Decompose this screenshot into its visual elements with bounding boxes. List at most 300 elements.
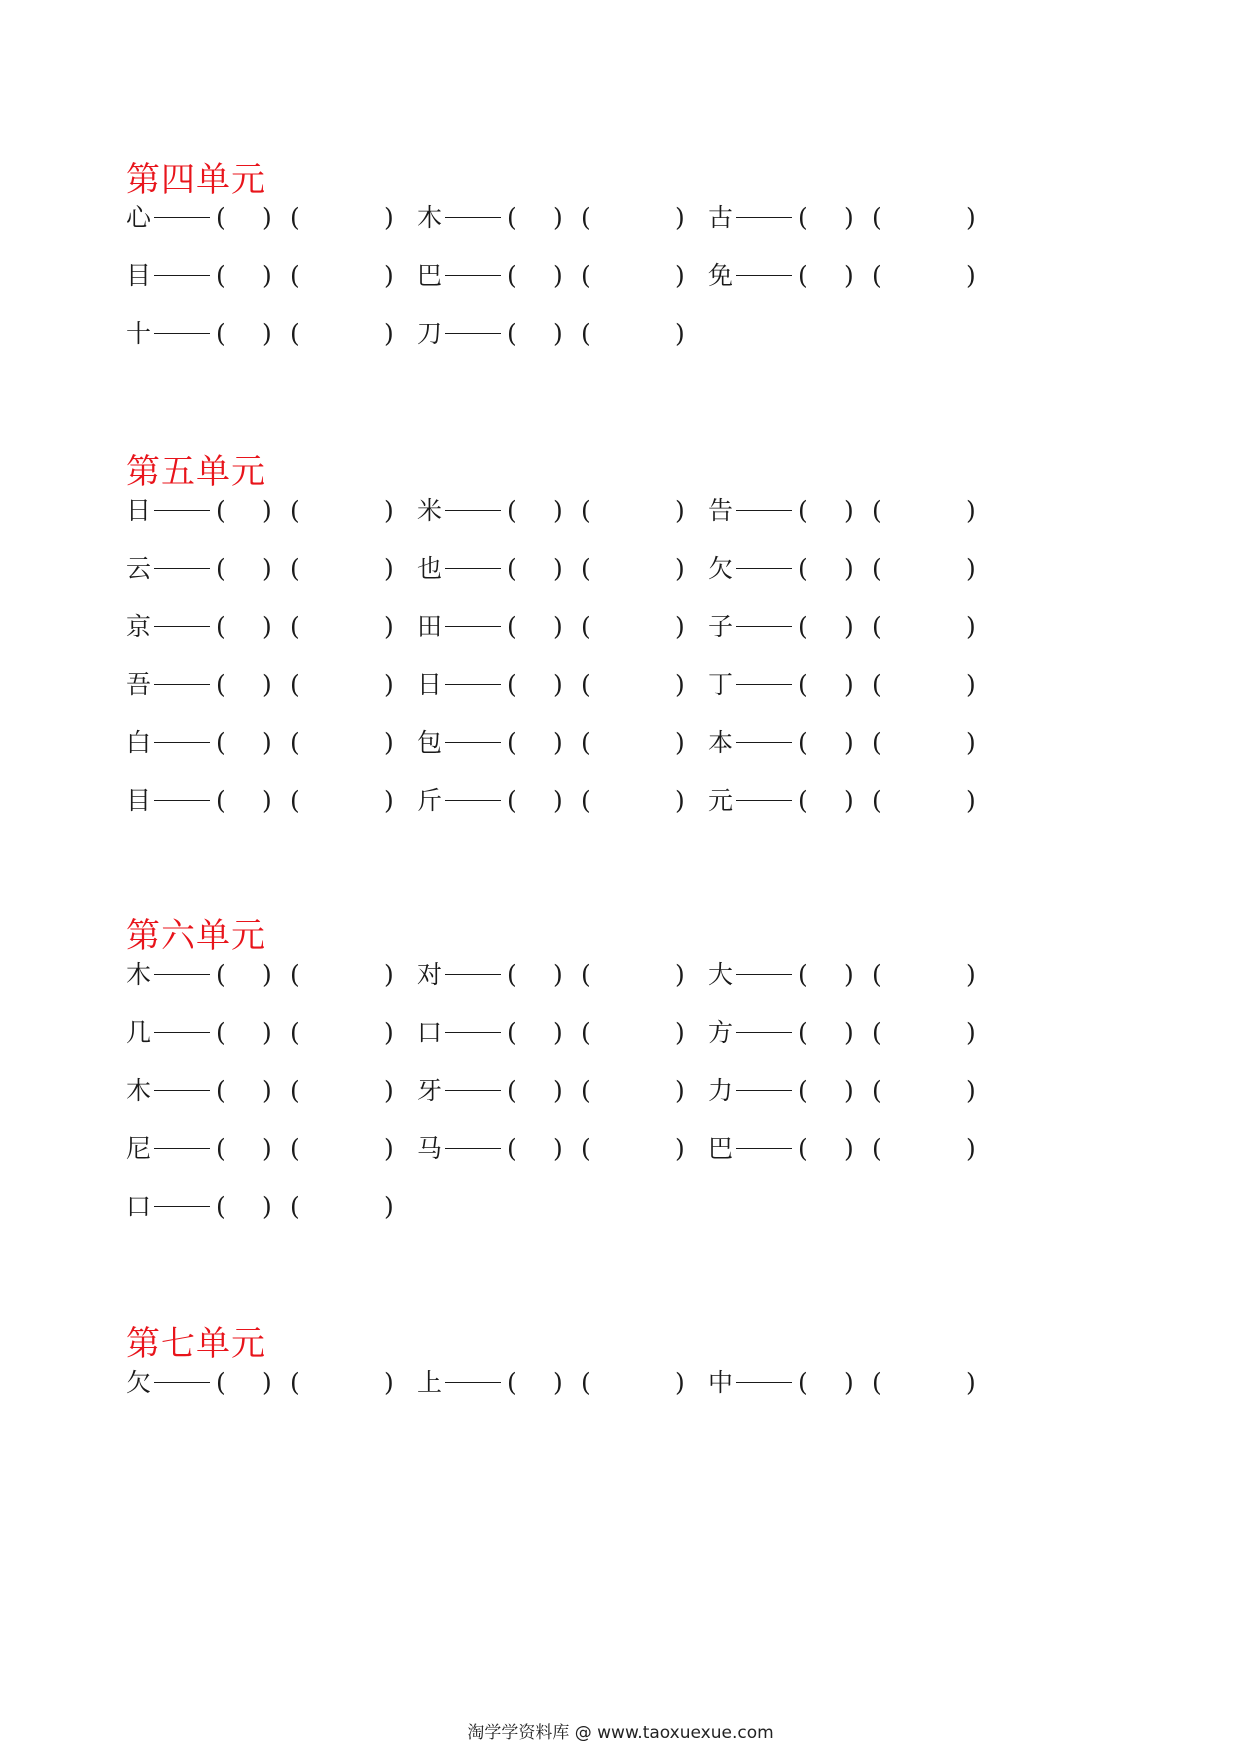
base-character: 木 <box>126 960 152 989</box>
pinyin-blank-open: ( <box>798 1134 808 1163</box>
dash-line <box>445 510 501 511</box>
word-blank-open: ( <box>290 670 300 699</box>
exercise-row <box>126 261 1026 291</box>
pinyin-blank-open: ( <box>507 728 517 757</box>
pinyin-blank-open: ( <box>507 496 517 525</box>
word-blank-open: ( <box>290 1368 300 1397</box>
exercise-item <box>417 786 709 816</box>
exercise-item <box>708 960 1000 990</box>
pinyin-blank-open: ( <box>216 261 226 290</box>
dash-line <box>154 800 210 801</box>
word-blank-close: ) <box>384 1368 394 1397</box>
word-blank-open: ( <box>290 496 300 525</box>
exercise-item <box>708 612 1000 642</box>
word-blank-close: ) <box>384 1192 394 1221</box>
base-character: 牙 <box>417 1076 443 1105</box>
dash-line <box>154 1206 210 1207</box>
pinyin-blank-close: ) <box>844 728 854 757</box>
word-blank-close: ) <box>384 1018 394 1047</box>
unit-title-7: 第七单元 <box>126 1324 266 1364</box>
base-character: 丁 <box>708 670 734 699</box>
word-blank-close: ) <box>675 960 685 989</box>
word-blank-open: ( <box>581 496 591 525</box>
dash-line <box>736 1148 792 1149</box>
dash-line <box>445 1090 501 1091</box>
word-blank-open: ( <box>581 261 591 290</box>
pinyin-blank-close: ) <box>553 728 563 757</box>
word-blank-close: ) <box>384 728 394 757</box>
word-blank-close: ) <box>384 1134 394 1163</box>
pinyin-blank-open: ( <box>798 496 808 525</box>
word-blank-close: ) <box>384 612 394 641</box>
pinyin-blank-close: ) <box>553 1076 563 1105</box>
base-character: 米 <box>417 496 443 525</box>
word-blank-open: ( <box>872 1076 882 1105</box>
word-blank-open: ( <box>290 1192 300 1221</box>
word-blank-close: ) <box>675 319 685 348</box>
exercise-item <box>417 203 709 233</box>
dash-line <box>154 742 210 743</box>
dash-line <box>154 684 210 685</box>
word-blank-open: ( <box>290 960 300 989</box>
pinyin-blank-close: ) <box>844 496 854 525</box>
pinyin-blank-close: ) <box>844 261 854 290</box>
unit-title-6: 第六单元 <box>126 916 266 956</box>
exercise-item <box>126 554 418 584</box>
word-blank-close: ) <box>384 203 394 232</box>
base-character: 口 <box>126 1192 152 1221</box>
pinyin-blank-open: ( <box>216 203 226 232</box>
base-character: 白 <box>126 728 152 757</box>
pinyin-blank-open: ( <box>216 1018 226 1047</box>
base-character: 斤 <box>417 786 443 815</box>
unit-title-4: 第四单元 <box>126 160 266 200</box>
base-character: 口 <box>417 1018 443 1047</box>
word-blank-close: ) <box>966 960 976 989</box>
pinyin-blank-open: ( <box>507 786 517 815</box>
base-character: 欠 <box>126 1368 152 1397</box>
pinyin-blank-close: ) <box>553 319 563 348</box>
base-character: 刀 <box>417 319 443 348</box>
dash-line <box>736 626 792 627</box>
pinyin-blank-close: ) <box>844 1076 854 1105</box>
pinyin-blank-close: ) <box>262 1076 272 1105</box>
exercise-row <box>126 1134 1026 1164</box>
pinyin-blank-close: ) <box>553 786 563 815</box>
base-character: 目 <box>126 786 152 815</box>
word-blank-open: ( <box>872 261 882 290</box>
word-blank-open: ( <box>872 786 882 815</box>
base-character: 云 <box>126 554 152 583</box>
base-character: 日 <box>417 670 443 699</box>
exercise-row <box>126 960 1026 990</box>
pinyin-blank-open: ( <box>798 670 808 699</box>
word-blank-open: ( <box>581 554 591 583</box>
dash-line <box>154 568 210 569</box>
exercise-item <box>708 496 1000 526</box>
word-blank-open: ( <box>581 1134 591 1163</box>
pinyin-blank-open: ( <box>798 612 808 641</box>
exercise-item <box>126 960 418 990</box>
pinyin-blank-open: ( <box>216 786 226 815</box>
base-character: 十 <box>126 319 152 348</box>
dash-line <box>154 1148 210 1149</box>
dash-line <box>154 217 210 218</box>
pinyin-blank-close: ) <box>553 496 563 525</box>
pinyin-blank-close: ) <box>262 319 272 348</box>
exercise-row <box>126 203 1026 233</box>
pinyin-blank-open: ( <box>798 261 808 290</box>
exercise-item <box>417 670 709 700</box>
word-blank-close: ) <box>675 612 685 641</box>
dash-line <box>445 800 501 801</box>
pinyin-blank-close: ) <box>553 1368 563 1397</box>
dash-line <box>154 626 210 627</box>
word-blank-open: ( <box>290 203 300 232</box>
pinyin-blank-close: ) <box>262 1018 272 1047</box>
base-character: 日 <box>126 496 152 525</box>
word-blank-close: ) <box>675 786 685 815</box>
base-character: 巴 <box>417 261 443 290</box>
word-blank-close: ) <box>675 203 685 232</box>
exercise-row <box>126 728 1026 758</box>
word-blank-open: ( <box>581 786 591 815</box>
exercise-item <box>708 261 1000 291</box>
exercise-item <box>708 728 1000 758</box>
exercise-row <box>126 554 1026 584</box>
base-character: 马 <box>417 1134 443 1163</box>
pinyin-blank-open: ( <box>507 1018 517 1047</box>
word-blank-close: ) <box>966 261 976 290</box>
dash-line <box>154 1382 210 1383</box>
exercise-item <box>126 786 418 816</box>
exercise-row <box>126 1192 1026 1222</box>
pinyin-blank-open: ( <box>216 1192 226 1221</box>
pinyin-blank-close: ) <box>844 203 854 232</box>
exercise-item <box>126 670 418 700</box>
dash-line <box>154 1090 210 1091</box>
word-blank-close: ) <box>675 1018 685 1047</box>
pinyin-blank-open: ( <box>798 1368 808 1397</box>
pinyin-blank-open: ( <box>216 319 226 348</box>
word-blank-close: ) <box>966 786 976 815</box>
dash-line <box>445 217 501 218</box>
pinyin-blank-close: ) <box>262 786 272 815</box>
word-blank-open: ( <box>581 1368 591 1397</box>
exercise-row <box>126 1368 1026 1398</box>
word-blank-close: ) <box>384 1076 394 1105</box>
word-blank-close: ) <box>675 261 685 290</box>
base-character: 田 <box>417 612 443 641</box>
base-character: 免 <box>708 261 734 290</box>
base-character: 古 <box>708 203 734 232</box>
pinyin-blank-close: ) <box>844 612 854 641</box>
unit-title-5: 第五单元 <box>126 452 266 492</box>
pinyin-blank-open: ( <box>507 261 517 290</box>
pinyin-blank-open: ( <box>216 1076 226 1105</box>
pinyin-blank-close: ) <box>262 554 272 583</box>
pinyin-blank-close: ) <box>553 1018 563 1047</box>
base-character: 巴 <box>708 1134 734 1163</box>
word-blank-close: ) <box>675 670 685 699</box>
word-blank-close: ) <box>675 1134 685 1163</box>
word-blank-open: ( <box>872 960 882 989</box>
word-blank-close: ) <box>384 496 394 525</box>
pinyin-blank-open: ( <box>507 203 517 232</box>
pinyin-blank-close: ) <box>262 612 272 641</box>
base-character: 也 <box>417 554 443 583</box>
dash-line <box>736 684 792 685</box>
pinyin-blank-open: ( <box>216 728 226 757</box>
base-character: 元 <box>708 786 734 815</box>
base-character: 目 <box>126 261 152 290</box>
pinyin-blank-open: ( <box>507 1076 517 1105</box>
dash-line <box>736 974 792 975</box>
pinyin-blank-open: ( <box>507 960 517 989</box>
word-blank-open: ( <box>872 203 882 232</box>
word-blank-close: ) <box>966 1018 976 1047</box>
word-blank-open: ( <box>290 1134 300 1163</box>
dash-line <box>154 1032 210 1033</box>
dash-line <box>154 510 210 511</box>
exercise-item <box>126 319 418 349</box>
word-blank-close: ) <box>966 612 976 641</box>
exercise-row <box>126 612 1026 642</box>
exercise-item <box>417 1368 709 1398</box>
dash-line <box>445 742 501 743</box>
pinyin-blank-close: ) <box>553 554 563 583</box>
exercise-item <box>708 670 1000 700</box>
exercise-item <box>126 1076 418 1106</box>
word-blank-close: ) <box>384 554 394 583</box>
pinyin-blank-close: ) <box>262 728 272 757</box>
dash-line <box>445 1148 501 1149</box>
pinyin-blank-close: ) <box>262 1192 272 1221</box>
exercise-item <box>126 1134 418 1164</box>
word-blank-open: ( <box>872 554 882 583</box>
base-character: 欠 <box>708 554 734 583</box>
exercise-item <box>417 319 709 349</box>
pinyin-blank-close: ) <box>262 496 272 525</box>
pinyin-blank-close: ) <box>262 1368 272 1397</box>
word-blank-open: ( <box>581 670 591 699</box>
footer-watermark: 淘学学资料库 @ www.taoxuexue.com <box>467 1723 774 1743</box>
base-character: 上 <box>417 1368 443 1397</box>
pinyin-blank-close: ) <box>553 612 563 641</box>
word-blank-open: ( <box>290 612 300 641</box>
word-blank-open: ( <box>290 1076 300 1105</box>
dash-line <box>445 1032 501 1033</box>
word-blank-close: ) <box>966 728 976 757</box>
base-character: 心 <box>126 203 152 232</box>
pinyin-blank-close: ) <box>553 960 563 989</box>
dash-line <box>736 275 792 276</box>
base-character: 几 <box>126 1018 152 1047</box>
dash-line <box>445 974 501 975</box>
exercise-item <box>417 1134 709 1164</box>
exercise-row <box>126 1076 1026 1106</box>
exercise-item <box>708 1134 1000 1164</box>
pinyin-blank-close: ) <box>844 1018 854 1047</box>
word-blank-close: ) <box>966 203 976 232</box>
dash-line <box>445 1382 501 1383</box>
base-character: 木 <box>126 1076 152 1105</box>
base-character: 京 <box>126 612 152 641</box>
word-blank-open: ( <box>872 728 882 757</box>
pinyin-blank-close: ) <box>262 960 272 989</box>
exercise-item <box>126 203 418 233</box>
base-character: 方 <box>708 1018 734 1047</box>
pinyin-blank-open: ( <box>216 1368 226 1397</box>
base-character: 本 <box>708 728 734 757</box>
base-character: 子 <box>708 612 734 641</box>
dash-line <box>736 1032 792 1033</box>
base-character: 告 <box>708 496 734 525</box>
word-blank-open: ( <box>581 319 591 348</box>
word-blank-close: ) <box>675 1076 685 1105</box>
pinyin-blank-open: ( <box>216 554 226 583</box>
exercise-row <box>126 1018 1026 1048</box>
dash-line <box>736 568 792 569</box>
word-blank-open: ( <box>581 960 591 989</box>
pinyin-blank-open: ( <box>798 786 808 815</box>
dash-line <box>445 684 501 685</box>
dash-line <box>736 742 792 743</box>
exercise-item <box>708 554 1000 584</box>
pinyin-blank-open: ( <box>507 670 517 699</box>
word-blank-open: ( <box>581 203 591 232</box>
pinyin-blank-open: ( <box>507 319 517 348</box>
exercise-item <box>417 261 709 291</box>
pinyin-blank-close: ) <box>553 203 563 232</box>
pinyin-blank-open: ( <box>798 1018 808 1047</box>
pinyin-blank-open: ( <box>216 670 226 699</box>
word-blank-close: ) <box>966 1134 976 1163</box>
exercise-item <box>417 554 709 584</box>
exercise-item <box>126 261 418 291</box>
word-blank-close: ) <box>675 554 685 583</box>
pinyin-blank-close: ) <box>844 554 854 583</box>
pinyin-blank-open: ( <box>507 612 517 641</box>
word-blank-open: ( <box>581 612 591 641</box>
word-blank-open: ( <box>290 261 300 290</box>
pinyin-blank-close: ) <box>262 670 272 699</box>
word-blank-open: ( <box>872 496 882 525</box>
dash-line <box>736 800 792 801</box>
pinyin-blank-close: ) <box>262 261 272 290</box>
dash-line <box>736 1090 792 1091</box>
exercise-item <box>417 728 709 758</box>
dash-line <box>445 568 501 569</box>
exercise-item <box>708 786 1000 816</box>
word-blank-close: ) <box>384 960 394 989</box>
exercise-item <box>126 496 418 526</box>
word-blank-open: ( <box>872 670 882 699</box>
word-blank-open: ( <box>290 728 300 757</box>
exercise-item <box>126 728 418 758</box>
pinyin-blank-open: ( <box>507 1134 517 1163</box>
pinyin-blank-open: ( <box>216 960 226 989</box>
dash-line <box>736 217 792 218</box>
exercise-item <box>708 1368 1000 1398</box>
pinyin-blank-close: ) <box>844 786 854 815</box>
word-blank-close: ) <box>384 261 394 290</box>
word-blank-close: ) <box>966 496 976 525</box>
exercise-item <box>708 1018 1000 1048</box>
word-blank-open: ( <box>872 612 882 641</box>
dash-line <box>445 275 501 276</box>
base-character: 包 <box>417 728 443 757</box>
base-character: 力 <box>708 1076 734 1105</box>
exercise-row <box>126 496 1026 526</box>
pinyin-blank-open: ( <box>216 1134 226 1163</box>
pinyin-blank-open: ( <box>507 554 517 583</box>
word-blank-open: ( <box>581 1076 591 1105</box>
word-blank-close: ) <box>966 1368 976 1397</box>
word-blank-close: ) <box>966 554 976 583</box>
pinyin-blank-open: ( <box>798 728 808 757</box>
pinyin-blank-open: ( <box>216 496 226 525</box>
base-character: 对 <box>417 960 443 989</box>
pinyin-blank-close: ) <box>553 670 563 699</box>
pinyin-blank-open: ( <box>798 960 808 989</box>
base-character: 木 <box>417 203 443 232</box>
base-character: 尼 <box>126 1134 152 1163</box>
pinyin-blank-open: ( <box>798 203 808 232</box>
pinyin-blank-open: ( <box>507 1368 517 1397</box>
pinyin-blank-close: ) <box>844 670 854 699</box>
dash-line <box>445 333 501 334</box>
dash-line <box>154 974 210 975</box>
exercise-item <box>417 1076 709 1106</box>
pinyin-blank-close: ) <box>844 1134 854 1163</box>
word-blank-close: ) <box>966 1076 976 1105</box>
word-blank-open: ( <box>872 1134 882 1163</box>
word-blank-close: ) <box>675 496 685 525</box>
word-blank-open: ( <box>581 1018 591 1047</box>
word-blank-open: ( <box>872 1018 882 1047</box>
word-blank-close: ) <box>675 728 685 757</box>
exercise-item <box>708 1076 1000 1106</box>
word-blank-close: ) <box>966 670 976 699</box>
pinyin-blank-open: ( <box>798 1076 808 1105</box>
word-blank-open: ( <box>872 1368 882 1397</box>
pinyin-blank-close: ) <box>262 203 272 232</box>
pinyin-blank-close: ) <box>262 1134 272 1163</box>
exercise-item <box>417 612 709 642</box>
pinyin-blank-close: ) <box>844 1368 854 1397</box>
exercise-item <box>417 496 709 526</box>
pinyin-blank-open: ( <box>798 554 808 583</box>
exercise-item <box>417 960 709 990</box>
dash-line <box>736 510 792 511</box>
base-character: 吾 <box>126 670 152 699</box>
exercise-row <box>126 786 1026 816</box>
word-blank-close: ) <box>675 1368 685 1397</box>
exercise-item <box>126 612 418 642</box>
base-character: 大 <box>708 960 734 989</box>
exercise-row <box>126 319 1026 349</box>
word-blank-close: ) <box>384 670 394 699</box>
base-character: 中 <box>708 1368 734 1397</box>
exercise-item <box>126 1368 418 1398</box>
word-blank-open: ( <box>290 319 300 348</box>
exercise-item <box>708 203 1000 233</box>
dash-line <box>154 333 210 334</box>
pinyin-blank-close: ) <box>844 960 854 989</box>
word-blank-open: ( <box>290 554 300 583</box>
word-blank-open: ( <box>290 1018 300 1047</box>
